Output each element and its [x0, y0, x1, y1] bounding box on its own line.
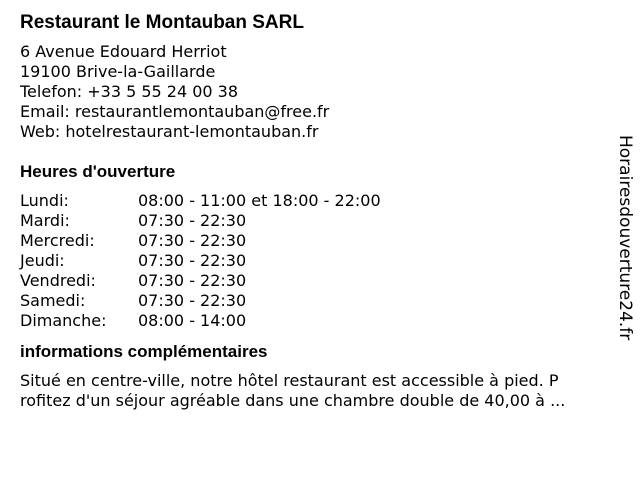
day-label: Lundi: [20, 191, 69, 210]
opening-hours-heading: Heures d'ouverture [20, 162, 176, 181]
opening-hours-table [20, 191, 610, 331]
day-hours: 07:30 - 22:30 [138, 291, 247, 310]
address-block [20, 42, 610, 142]
street-address: 6 Avenue Edouard Herriot [20, 42, 227, 61]
day-hours: 08:00 - 11:00 et 18:00 - 22:00 [138, 191, 381, 210]
business-name: Restaurant le Montauban SARL [20, 12, 304, 33]
info-line: rofitez d'un séjour agréable dans une chambre double de 40,00 à ... [20, 391, 566, 410]
additional-info-heading: informations complémentaires [20, 342, 268, 361]
day-label: Samedi: [20, 291, 86, 310]
day-hours: 08:00 - 14:00 [138, 311, 247, 330]
day-hours: 07:30 - 22:30 [138, 271, 247, 290]
site-watermark [610, 135, 640, 345]
business-card [20, 10, 610, 411]
day-label: Dimanche: [20, 311, 107, 330]
phone-number: Telefon: +33 5 55 24 00 38 [20, 82, 239, 101]
hours-row-samedi [20, 291, 610, 311]
hours-row-mercredi [20, 231, 610, 251]
email-address: Email: restaurantlemontauban@free.fr [20, 102, 330, 121]
info-line: Situé en centre-ville, notre hôtel restaurant est accessible à pied. P [20, 371, 559, 390]
hours-row-vendredi [20, 271, 610, 291]
hours-row-lundi [20, 191, 610, 211]
hours-row-jeudi [20, 251, 610, 271]
day-label: Vendredi: [20, 271, 96, 290]
website: Web: hotelrestaurant-lemontauban.fr [20, 122, 319, 141]
day-hours: 07:30 - 22:30 [138, 251, 247, 270]
additional-info-text [20, 371, 610, 411]
city-postal-code: 19100 Brive-la-Gaillarde [20, 62, 216, 81]
site-watermark-text: Horairesdouverture24.fr [615, 135, 635, 341]
day-hours: 07:30 - 22:30 [138, 211, 247, 230]
hours-row-mardi [20, 211, 610, 231]
day-hours: 07:30 - 22:30 [138, 231, 247, 250]
day-label: Mardi: [20, 211, 70, 230]
day-label: Mercredi: [20, 231, 95, 250]
day-label: Jeudi: [20, 251, 65, 270]
hours-row-dimanche [20, 311, 610, 331]
